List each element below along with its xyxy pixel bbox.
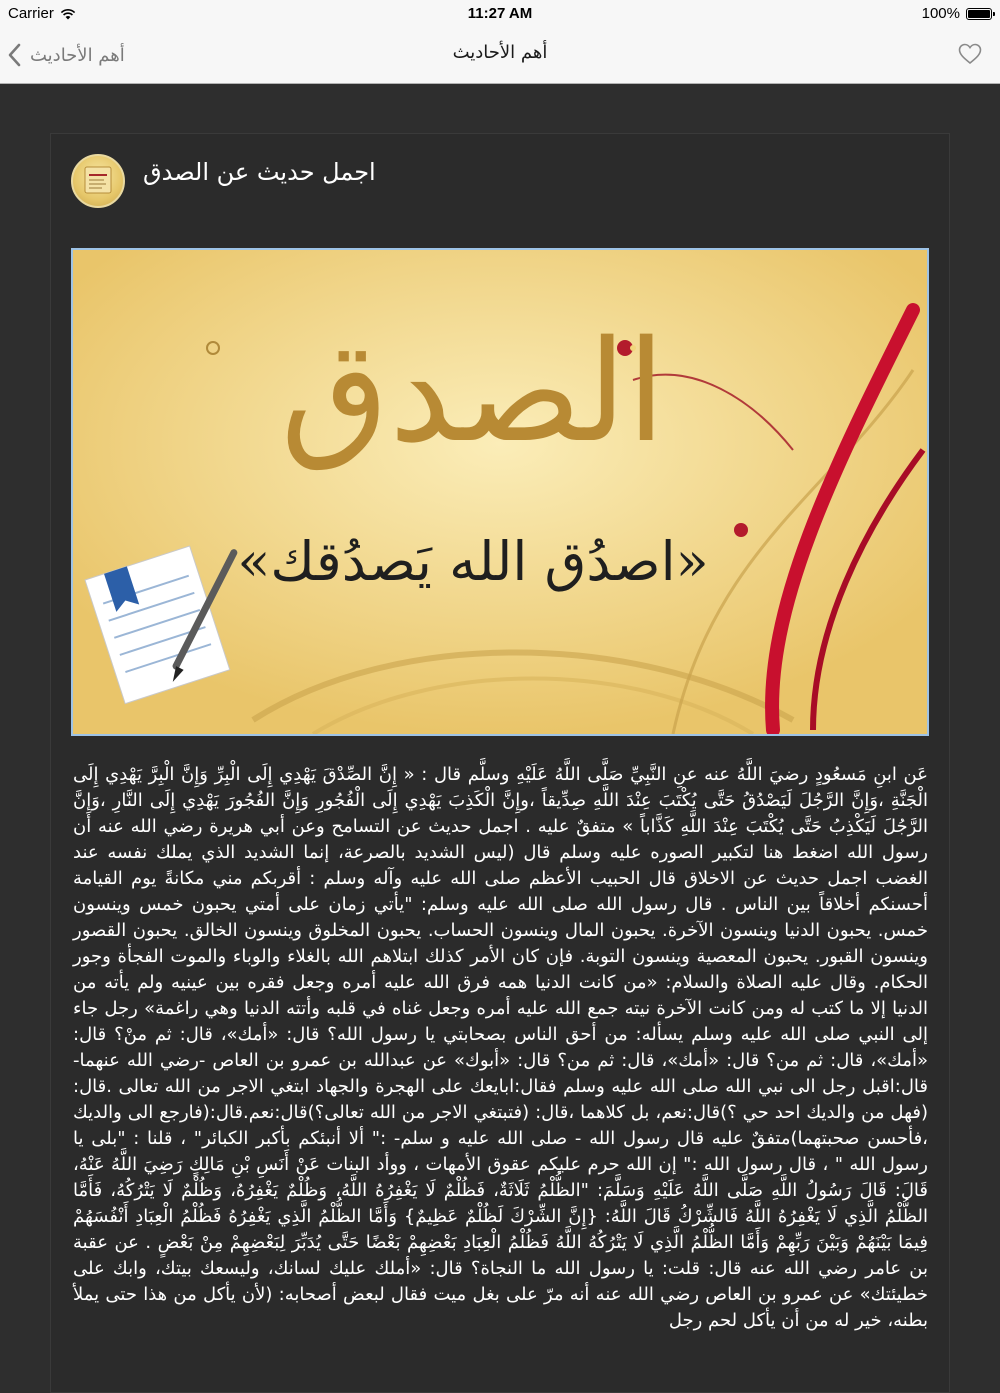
- carrier-label: Carrier: [8, 5, 54, 22]
- favorite-button[interactable]: [958, 43, 982, 69]
- battery-icon: [966, 8, 992, 20]
- chevron-left-icon: [8, 43, 22, 67]
- logo-icon: [71, 154, 125, 208]
- status-time: 11:27 AM: [467, 5, 533, 22]
- post-title: اجمل حديث عن الصدق: [143, 158, 376, 186]
- battery-percent: 100%: [921, 5, 960, 22]
- page-title: أهم الأحاديث: [452, 42, 548, 63]
- logo-emblem: [76, 159, 120, 203]
- hero-main-word: الصدق: [280, 311, 666, 474]
- hero-slogan: «اصدُق الله يَصدُقك»: [237, 530, 709, 593]
- hero-artwork: [73, 250, 927, 734]
- post-card: [50, 133, 950, 1393]
- back-label: أهم الأحاديث: [30, 44, 125, 66]
- post-body: عَن ابنِ مَسعُودٍ رضيَ اللَّهُ عنه عنِ النَّبِيِّ صَلَّى اللَّهُ عَلَيْهِ وسلَّم قال : « إِنَّ الصِّدْقَ يَهْدِي إِلَى الْبِرِّ وَإِنَّ الْبِرَّ يَهْدِي إِلَى الْجَنَّةِ ،وَإِنَّ الرَّجُلَ لَيَصْدُقُ حَتَّى يُكْتَبَ عِنْدَ اللَّهِ صِدِّيقاً ،وإِنَّ الْكَذِبَ يَهْدِي إِلَى الْفُجُورِ وَإِنَّ الفُجُورَ يَهْدِي إِلَى النَّارِ ،وَإِنَّ الرَّجُلَ لَيَكْذِبُ حَتَّى يُكْتَبَ عِنْدَ اللَّهِ كَذَّاباً » متفقٌ عليه . اجمل حديث عن التسامح وعن أبي هريرة رضي الله عنه أن رسول الله اضغط هنا لتكبير الصوره عليه وسلم قال (ليس الشديد بالصرعة، إنما الشديد الذي يملك نفسه عند الغضب اجمل حديث عن الاخلاق قال الحبيب الأعظم صلى الله عليه وآله وسلم : أقربكم مني مكانةً يوم القيامة أحسنكم أخلاقاً بين الناس . قال رسول الله صلى الله عليه وسلم: "يأتي زمان على أمتي يحبون خمس وينسون خمس. يحبون الدنيا وينسون الآخرة. يحبون المال وينسون الحساب. يحبون المخلوق وينسون الخالق. يحبون القصور وينسون القبور. يحبون المعصية وينسون التوبة. فإن كان الأمر كذلك ابتلاهم الله بالغلاء والوباء والموت الفجأة وجور الحكام. وقال عليه الصلاة والسلام: «من كانت الدنيا همه فرق الله عليه أمره وجعل فقره بين عينيه ولم يأته من الدنيا إلا ما كتب له ومن كانت الآخرة نيته جمع الله عليه أمره وجعل غناه في قلبه وأتته الدنيا وهي راغمة» رجل جاء إلى النبي صلى الله عليه وسلم يسأله: من أحق الناس بصحابتي يا رسول الله؟ قال: «أمك»، قال: ثم منْ؟ قال: «أمك»، قال: ثم من؟ قال: «أمك»، قال: ثم من؟ قال: «أبوك» عن عبدالله بن عمرو بن العاص -رضي الله عنهما-قال:اقبل رجل الى نبي الله صلى الله عليه وسلم فقال:ابايعك على الهجرة والجهاد ابتغي الاجر من الله تعالى .قال:(فهل من والديك احد حي ؟)قال:نعم، بل كلاهما ،قال: (فتبتغي الاجر من الله تعالى؟)قال:نعم.قال:(فارجع الى والديك ،فأحسن صحبتهما)متفقٌ عليه قال رسول الله - صلى الله عليه و سلم- :" ألا أنبئكم بأكبر الكبائر" ، قلنا : "بلى يا رسول الله " ، قال رسول الله :" إن الله حرم عليكم عقوق الأمهات ، ووأد البنات عَنْ أَنَسِ بْنِ مَالِكٍ رَضِيَ اللَّهُ عَنْهُ، قَالَ: قَالَ رَسُولُ اللَّهِ صَلَّى اللَّهُ عَلَيْهِ وَسَلَّمَ: "الظُّلْمُ ثَلَاثَةٌ، فَظُلْمٌ لَا يَغْفِرُهُ اللَّهُ، وَظُلْمٌ يَغْفِرُهُ، وَظُلْمٌ لَا يَتْرُكُهُ، فَأَمَّا الظُّلْمُ الَّذِي لَا يَغْفِرُهُ اللَّهُ فَالشِّرْكُ قَالَ اللَّهُ: {إِنَّ الشِّرْكَ لَظُلْمٌ عَظِيمٌ} وَأَمَّا الظُّلْمُ الَّذِي يَغْفِرُهُ فَظُلْمُ الْعِبَادِ أَنْفُسَهُمْ فِيمَا بَيْنَهُمْ وَبَيْنَ رَبِّهِمْ وَأَمَّا الظُّلْمُ الَّذِي لَا يَتْرُكُهُ اللَّهُ فَظُلْمُ الْعِبَادِ بَعْضِهِمْ بَعْضًا حَتَّى يُدَبِّرَ لِبَعْضِهِمْ مِنْ بَعْضٍ . عن عقبة بن عامر رضي الله عنه قال: قلت: يا رسول الله ما النجاة؟ قال: «أملك عليك لسانك، وليسعك بيتك، وابك على خطيئتك» عن عمرو بن العاص رضي الله عنه أنه مرّ على بغل ميت فقال لبعض أصحابه: (لأن يأكل من هذا حتى يملأ بطنه، خير له من أن يأكل لحم رجل: [73, 764, 928, 1331]
- hero-image[interactable]: [71, 248, 929, 736]
- back-button[interactable]: [8, 37, 125, 73]
- navigation-bar: [0, 28, 1000, 84]
- battery-group: [922, 5, 992, 22]
- status-bar: [0, 0, 1000, 28]
- heart-icon: [958, 43, 982, 65]
